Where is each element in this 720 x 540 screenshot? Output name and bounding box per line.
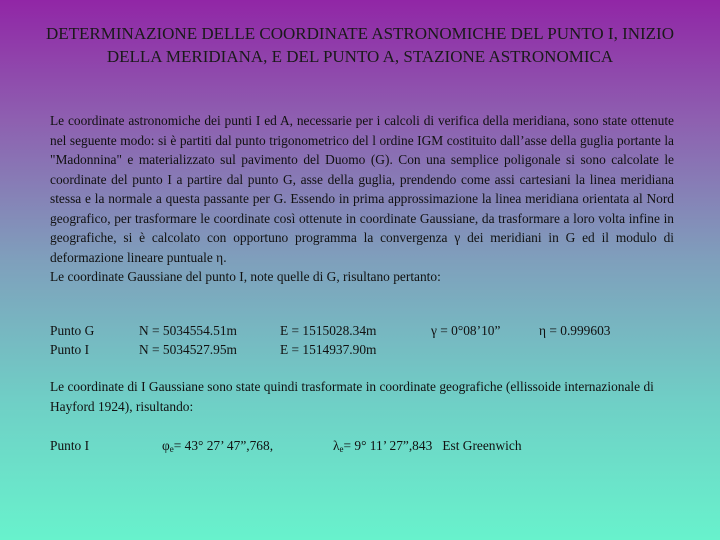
longitude-value xyxy=(333,436,522,460)
lambda-subscript: e xyxy=(339,444,344,454)
gamma-value: γ = 0°08’10” xyxy=(431,323,501,338)
point-label: Punto G xyxy=(50,323,95,338)
latitude-value xyxy=(162,436,273,460)
method-paragraph xyxy=(50,111,674,287)
point-label: Punto I xyxy=(50,342,90,357)
phi-subscript: e xyxy=(169,444,174,454)
north-value: N = 5034527.95m xyxy=(139,342,237,357)
lambda-text: = 9° 11’ 27”,843 Est Greenwich xyxy=(343,438,522,453)
phi-text: = 43° 27’ 47”,768, xyxy=(173,438,274,453)
gauss-intro-text: Le coordinate Gaussiane del punto I, note quelle di G, risultano pertanto: xyxy=(50,269,441,284)
method-text: Le coordinate astronomiche dei punti I ed A, necessarie per i calcoli di verifica della meridiana, sono state ottenute nel seguente modo: si è partiti dal punto trigonometrico del l ordine IGM costituito dall’asse della guglia portante la "Madonnina" e materializzato sul pavimento del Duomo (G). Con una semplice poligonale si sono calcolate le coordinate del punto I a partire dal punto G, asse della guglia, prendendo come assi cartesiani la linea meridiana stessa e la normale a questa passante per G. Essendo in prima approssimazione la linea meridiana orientata al Nord geografico, per trasformare le coordinate così ottenute in coordinate Gaussiane, da trasformare a loro volta infine in geografiche, si è calcolato con opportuno programma la convergenza γ dei meridiani in G ed il modulo di deformazione lineare puntuale η. xyxy=(50,113,674,265)
page-title: DETERMINAZIONE DELLE COORDINATE ASTRONOMICHE DEL PUNTO I, INIZIO DELLA MERIDIANA, E DEL PUNTO A, STAZIONE ASTRONOMICA xyxy=(46,24,674,66)
point-label: Punto I xyxy=(50,438,90,453)
north-value: N = 5034554.51m xyxy=(139,323,237,338)
phi-symbol: φ xyxy=(162,438,170,453)
east-value: E = 1514937.90m xyxy=(280,342,377,357)
lambda-symbol: λ xyxy=(333,438,340,453)
eta-value: η = 0.999603 xyxy=(539,323,611,338)
transform-paragraph: Le coordinate di I Gaussiane sono state quindi trasformate in coordinate geografiche (ellissoide internazionale di Hayford 1924), risultando: xyxy=(50,379,654,414)
east-value: E = 1515028.34m xyxy=(280,323,377,338)
